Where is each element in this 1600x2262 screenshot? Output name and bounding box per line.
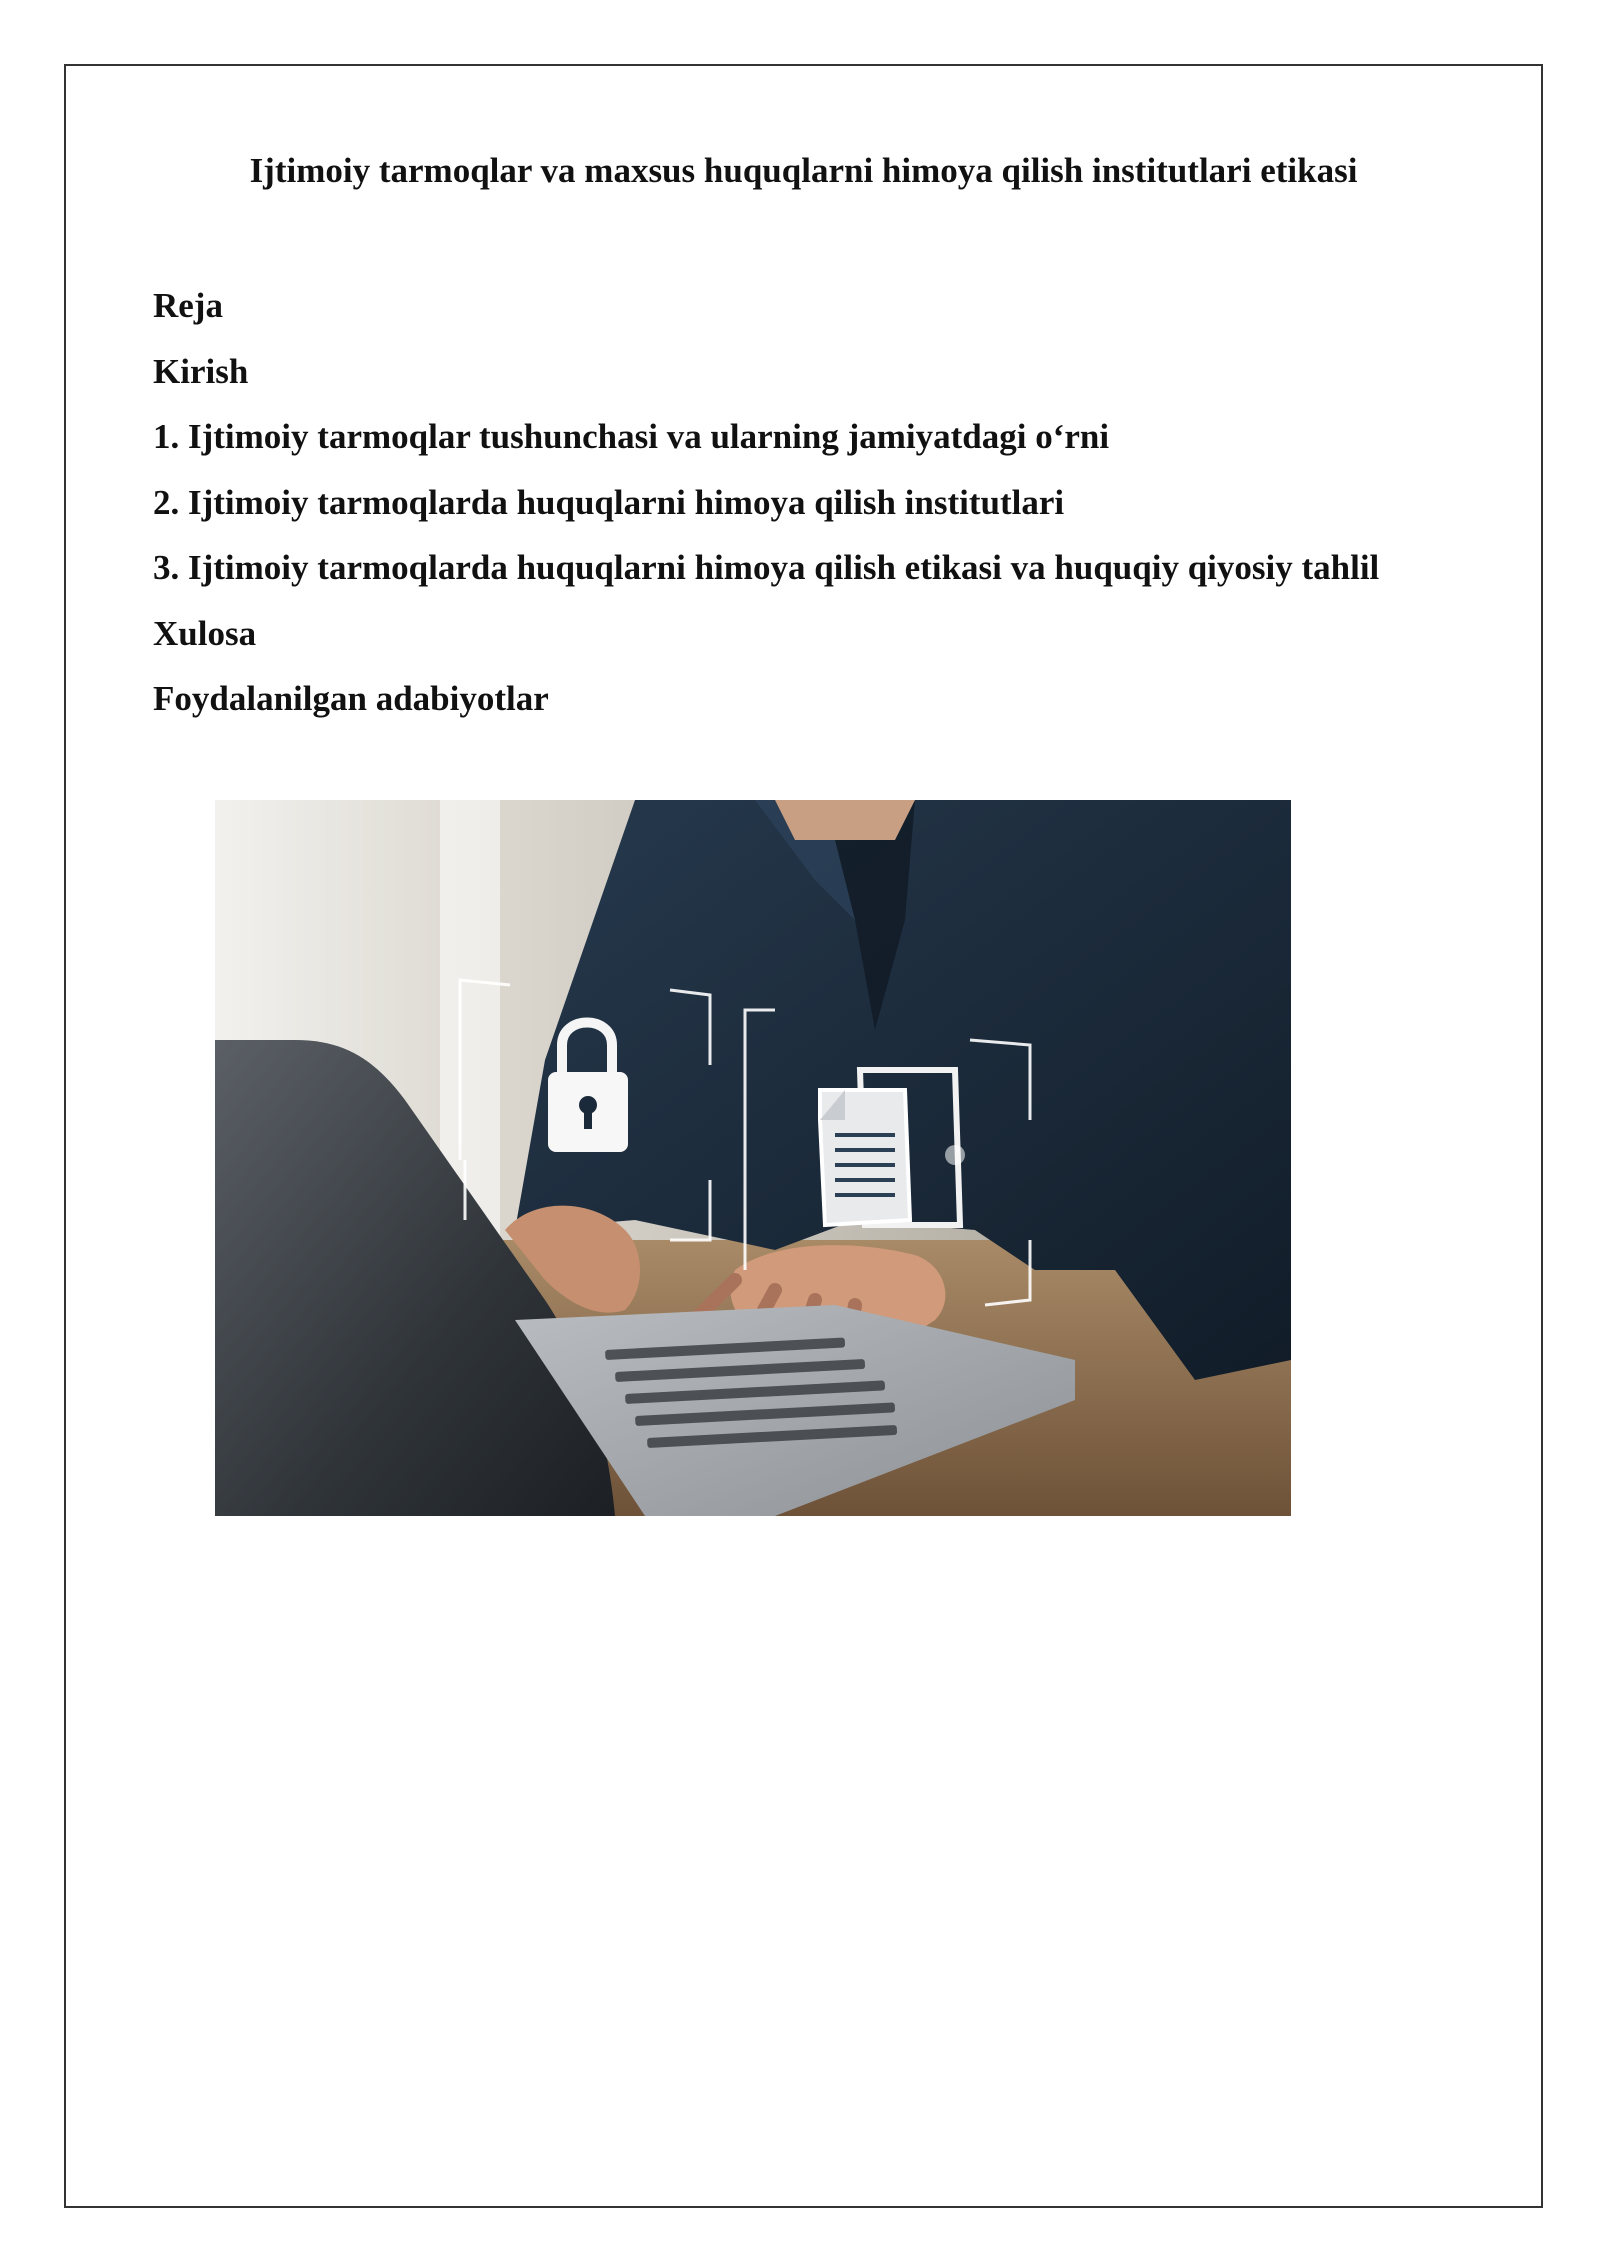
plan-item-references: Foydalanilgan adabiyotlar (153, 679, 549, 718)
plan-item-3: 3. Ijtimoiy tarmoqlarda huquqlarni himoya qilish etikasi va huquqiy qiyosiy tahlil (153, 548, 1380, 587)
document-title: Ijtimoiy tarmoqlar va maxsus huquqlarni himoya qilish institutlari etikasi (249, 151, 1358, 190)
laptop-security-illustration (215, 800, 1291, 1516)
plan-item-introduction: Kirish (153, 351, 249, 391)
plan-item-1: 1. Ijtimoiy tarmoqlar tushunchasi va ularning jamiyatdagi o‘rni (153, 417, 1110, 456)
plan-item-conclusion: Xulosa (153, 613, 257, 653)
plan-item-2: 2. Ijtimoiy tarmoqlarda huquqlarni himoya qilish institutlari (153, 482, 1065, 522)
plan-list (153, 280, 1533, 739)
plan-heading: Reja (153, 286, 223, 325)
